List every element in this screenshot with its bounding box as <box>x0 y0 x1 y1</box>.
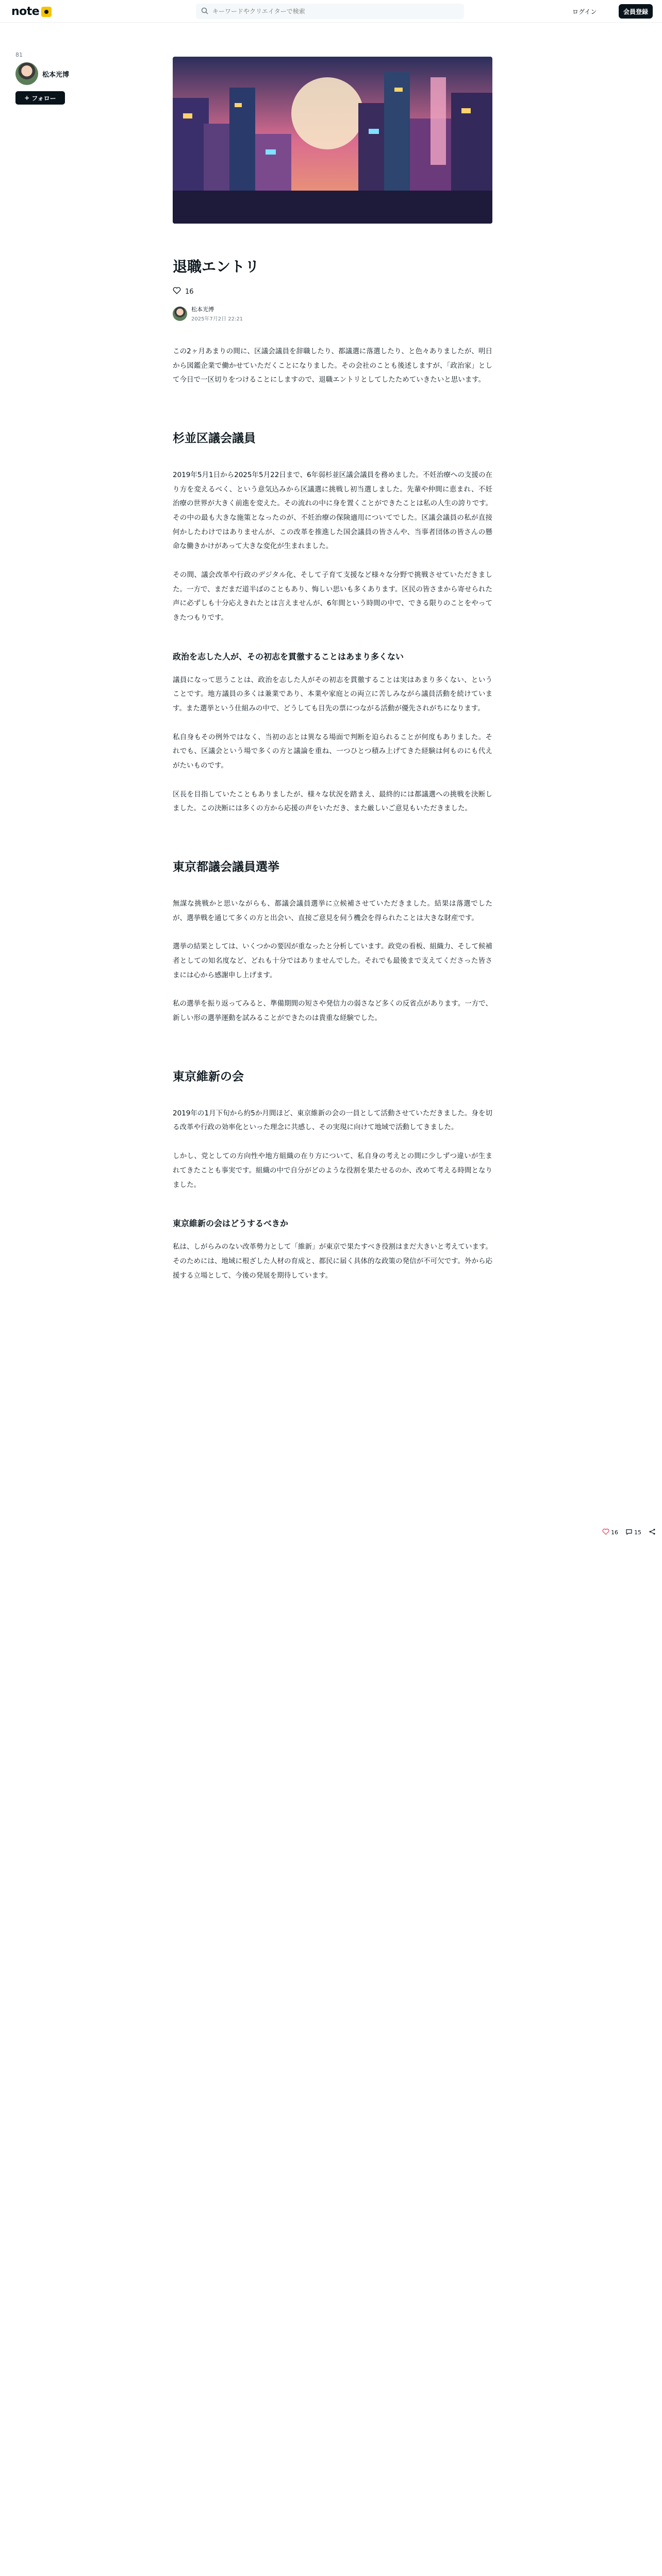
paragraph: しかし、党としての方向性や地方組織の在り方について、私自身の考えとの間に少しずつ違いが生まれてきたことも事実です。組織の中で自分がどのような役割を果たせるのか、改めて考える時間となりました。 <box>173 1152 492 1189</box>
logo-badge-icon <box>41 7 52 17</box>
paragraph: 無謀な挑戦かと思いながらも、都議会議員選挙に立候補させていただきました。結果は落選でしたが、選挙戦を通じて多くの方と出会い、直接ご意見を伺う機会を得られたことは大きな財産です。 <box>173 900 492 922</box>
paragraph: 私自身もその例外ではなく、当初の志とは異なる場面で判断を迫られることが何度もありました。それでも、区議会という場で多くの方と議論を重ね、一つひとつ積み上げてきた経験は何ものにも代えがたいものです。 <box>173 733 492 770</box>
section-heading: 杉並区議会議員 <box>173 432 256 446</box>
subsection-heading: 政治を志した人が、その初志を貫徹することはあまり多くない <box>173 651 404 662</box>
paragraph: 2019年5月1日から2025年5月22日まで、6年弱杉並区議会議員を務めました。不妊治療への支援の在り方を変えるべく、という意気込みから区議選に挑戦し初当選しました。先輩や仲間に恵まれ、不妊治療の世界が大きく前進を変えた。その流れの中に身を置くことができたことは私の人生の誇りです。その中の最も大きな施策となったのが、不妊治療の保険適用についてでした。区議会議員の私が直接何かしたわけではありませんが、この改革を推進した国会議員の皆さんや、当事者団体の皆さんの懸命な働きかけがあって大きな変化が生まれました。 <box>173 471 492 551</box>
follow-label: フォロー <box>31 94 56 102</box>
search-icon <box>201 7 208 16</box>
paragraph: 区長を目指していたこともありましたが、様々な状況を踏まえ、最終的には都議選への挑戦を決断しました。この決断には多くの方から応援の声をいただき、また厳しいご意見もいただきました。 <box>173 790 492 813</box>
section-heading: 東京都議会議員選挙 <box>173 860 279 874</box>
avatar[interactable] <box>15 62 38 85</box>
author-row <box>173 305 492 322</box>
subsection-heading: 東京維新の会はどうするべきか <box>173 1218 289 1229</box>
float-like-button[interactable] <box>602 1528 618 1537</box>
signup-button[interactable]: 会員登録 <box>619 4 653 19</box>
float-share-button[interactable] <box>649 1528 656 1537</box>
paragraph: 私は、しがらみのない改革勢力として「維新」が東京で果たすべき役割はまだ大きいと考えています。そのためには、地域に根ざした人材の育成と、都民に届く具体的な政策の発信が不可欠です。外から応援する立場として、今後の発展を期待しています。 <box>173 1243 492 1280</box>
note-logo[interactable] <box>11 5 52 18</box>
like-count: 16 <box>185 287 194 296</box>
paragraph: 2019年の1月下旬から約5か月間ほど、東京維新の会の一員として活動させていただきました。身を切る改革や行政の効率化といった理念に共感し、その実現に向けて地域で活動してきました。 <box>173 1109 492 1132</box>
login-button[interactable]: ログイン <box>572 8 597 15</box>
float-comment-button[interactable] <box>625 1528 641 1537</box>
floating-actions <box>602 1528 656 1537</box>
article <box>173 57 492 1283</box>
heart-icon <box>602 1528 609 1537</box>
paragraph: 私の選挙を振り返ってみると、準備期間の短さや発信力の弱さなど多くの反省点があります。一方で、新しい形の選挙運動を試みることができたのは貴重な経験でした。 <box>173 999 492 1023</box>
profile-meta: 81 <box>15 52 23 58</box>
author-avatar[interactable] <box>173 307 187 321</box>
share-icon <box>649 1528 656 1537</box>
like-row <box>173 286 492 297</box>
hero-image <box>173 57 492 224</box>
float-comment-count: 15 <box>634 1529 641 1536</box>
search-box[interactable] <box>196 4 464 19</box>
section-heading: 東京維新の会 <box>173 1070 244 1083</box>
author-name[interactable]: 松本光博 <box>191 306 214 313</box>
plus-icon: + <box>24 94 30 101</box>
search-input[interactable] <box>212 8 450 15</box>
site-header <box>0 0 662 23</box>
follow-button[interactable] <box>15 91 65 105</box>
heart-icon[interactable] <box>173 286 181 297</box>
creator-profile <box>15 52 88 105</box>
article-title: 退職エントリ <box>173 258 260 275</box>
paragraph: 選挙の結果としては、いくつかの要因が重なったと分析しています。政党の看板、組織力、そして候補者としての知名度など、どれも十分ではありませんでした。それでも最後まで支えてくださった皆さまには心から感謝申し上げます。 <box>173 942 492 979</box>
paragraph: 議員になって思うことは、政治を志した人がその初志を貫徹することは実はあまり多くない、ということです。地方議員の多くは兼業であり、本業や家庭との両立に苦しみながら議員活動を続けています。また選挙という仕組みの中で、どうしても目先の票につながる活動が優先されがちになります。 <box>173 675 492 713</box>
publish-date: 2025年7月2日 22:21 <box>191 316 243 322</box>
profile-name[interactable]: 松本光博 <box>42 71 70 79</box>
logo-text: note <box>11 5 40 18</box>
comment-icon <box>625 1528 633 1537</box>
paragraph: その間、議会改革や行政のデジタル化、そして子育て支援など様々な分野で挑戦させていただきました。一方で、まだまだ道半ばのこともあり、悔しい思いも多くあります。区民の皆さまから寄せられた声に必ずしも十分応えきれたとは言えませんが、6年間という時間の中で、できる限りのことをやってきたつもりです。 <box>173 571 492 622</box>
float-like-count: 16 <box>611 1529 618 1536</box>
intro-paragraph: この2ヶ月あまりの間に、区議会議員を辞職したり、都議選に落選したり、と色々ありましたが、明日から図鑑企業で働かせていただくことになりました。その会社のことも後述しますが、「政治家」として今日で一区切りをつけることにしますので、退職エントリとしてしたためていきたいと思います。 <box>173 347 492 384</box>
